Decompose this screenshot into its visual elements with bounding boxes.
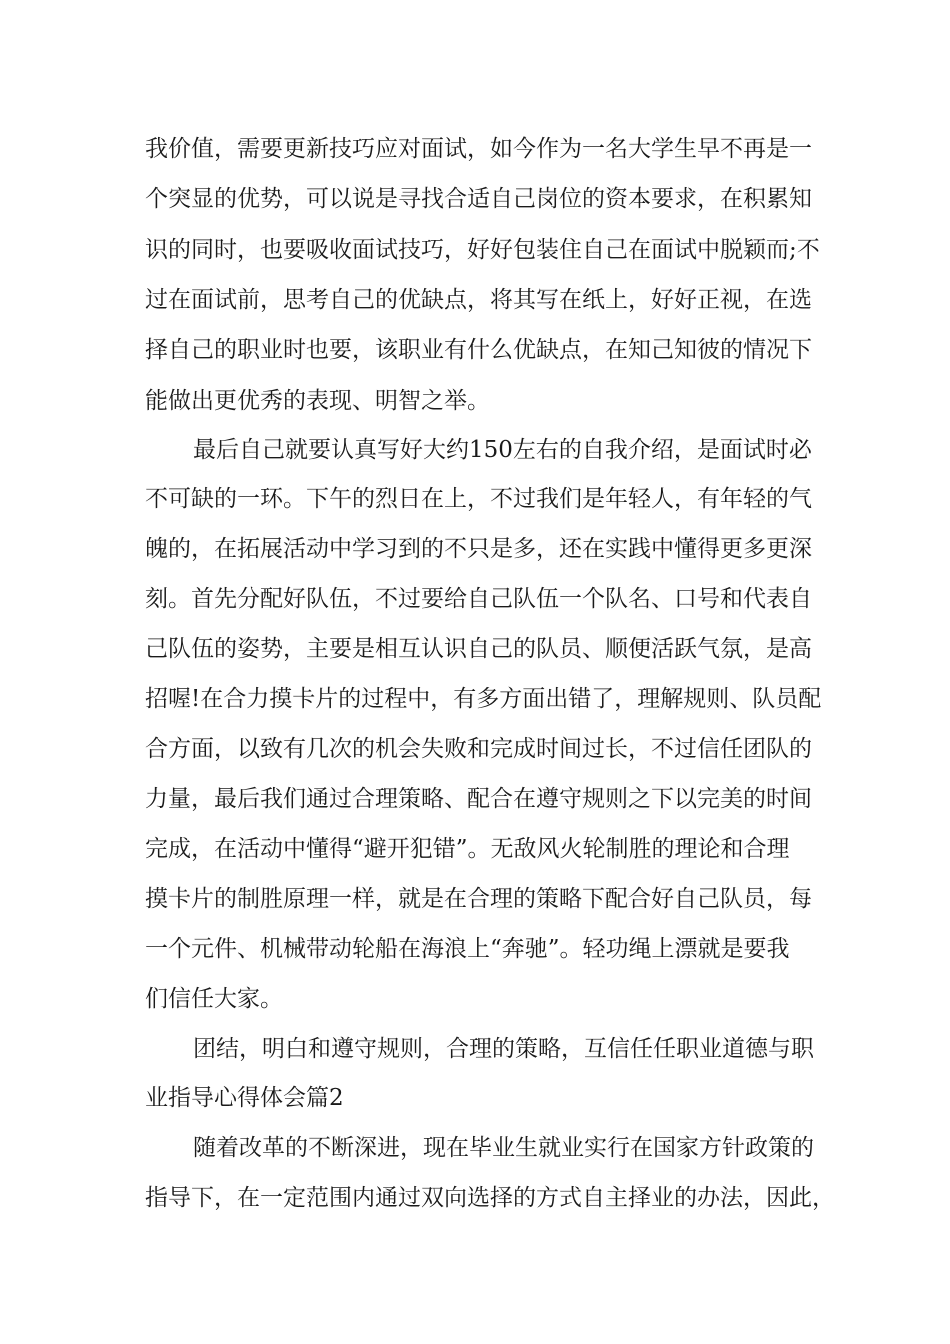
text-line: 们信任大家。 bbox=[145, 986, 283, 1012]
paragraph-first-line: 最后自己就要认真写好大约150左右的自我介绍，是面试时必 bbox=[193, 437, 812, 463]
text-line: 个突显的优势，可以说是寻找合适自己岗位的资本要求，在积累知 bbox=[145, 186, 812, 212]
text-line: 摸卡片的制胜原理一样，就是在合理的策略下配合好自己队员，每 bbox=[145, 886, 812, 912]
text-line: 过在面试前，思考自己的优缺点，将其写在纸上，好好正视，在选 bbox=[145, 287, 812, 313]
text-line: 一个元件、机械带动轮船在海浪上“奔驰”。轻功绳上漂就是要我 bbox=[145, 936, 790, 962]
paragraph-first-line: 随着改革的不断深进，现在毕业生就业实行在国家方针政策的 bbox=[193, 1135, 814, 1161]
text-line: 招喔!在合力摸卡片的过程中，有多方面出错了，理解规则、队员配 bbox=[145, 686, 822, 712]
text-line: 己队伍的姿势，主要是相互认识自己的队员、顺便活跃气氛，是高 bbox=[145, 636, 812, 662]
text-line: 力量，最后我们通过合理策略、配合在遵守规则之下以完美的时间 bbox=[145, 786, 812, 812]
text-line: 完成，在活动中懂得“避开犯错”。无敌风火轮制胜的理论和合理 bbox=[145, 836, 790, 862]
text-line: 我价值，需要更新技巧应对面试，如今作为一名大学生早不再是一 bbox=[145, 136, 812, 162]
text-line: 识的同时，也要吸收面试技巧，好好包装住自己在面试中脱颖而;不 bbox=[145, 237, 820, 263]
text-line: 能做出更优秀的表现、明智之举。 bbox=[145, 388, 490, 414]
paragraph-first-line: 团结，明白和遵守规则，合理的策略，互信任任职业道德与职 bbox=[193, 1036, 814, 1062]
text-line: 刻。首先分配好队伍，不过要给自己队伍一个队名、口号和代表自 bbox=[145, 586, 812, 612]
text-line: 不可缺的一环。下午的烈日在上，不过我们是年轻人，有年轻的气 bbox=[145, 486, 812, 512]
section-heading-line: 业指导心得体会篇2 bbox=[145, 1085, 344, 1111]
text-line: 魄的，在拓展活动中学习到的不只是多，还在实践中懂得更多更深 bbox=[145, 536, 812, 562]
text-line: 择自己的职业时也要，该职业有什么优缺点，在知己知彼的情况下 bbox=[145, 337, 812, 363]
text-line: 指导下，在一定范围内通过双向选择的方式自主择业的办法，因此， bbox=[145, 1185, 835, 1211]
text-line: 合方面，以致有几次的机会失败和完成时间过长，不过信任团队的 bbox=[145, 736, 812, 762]
